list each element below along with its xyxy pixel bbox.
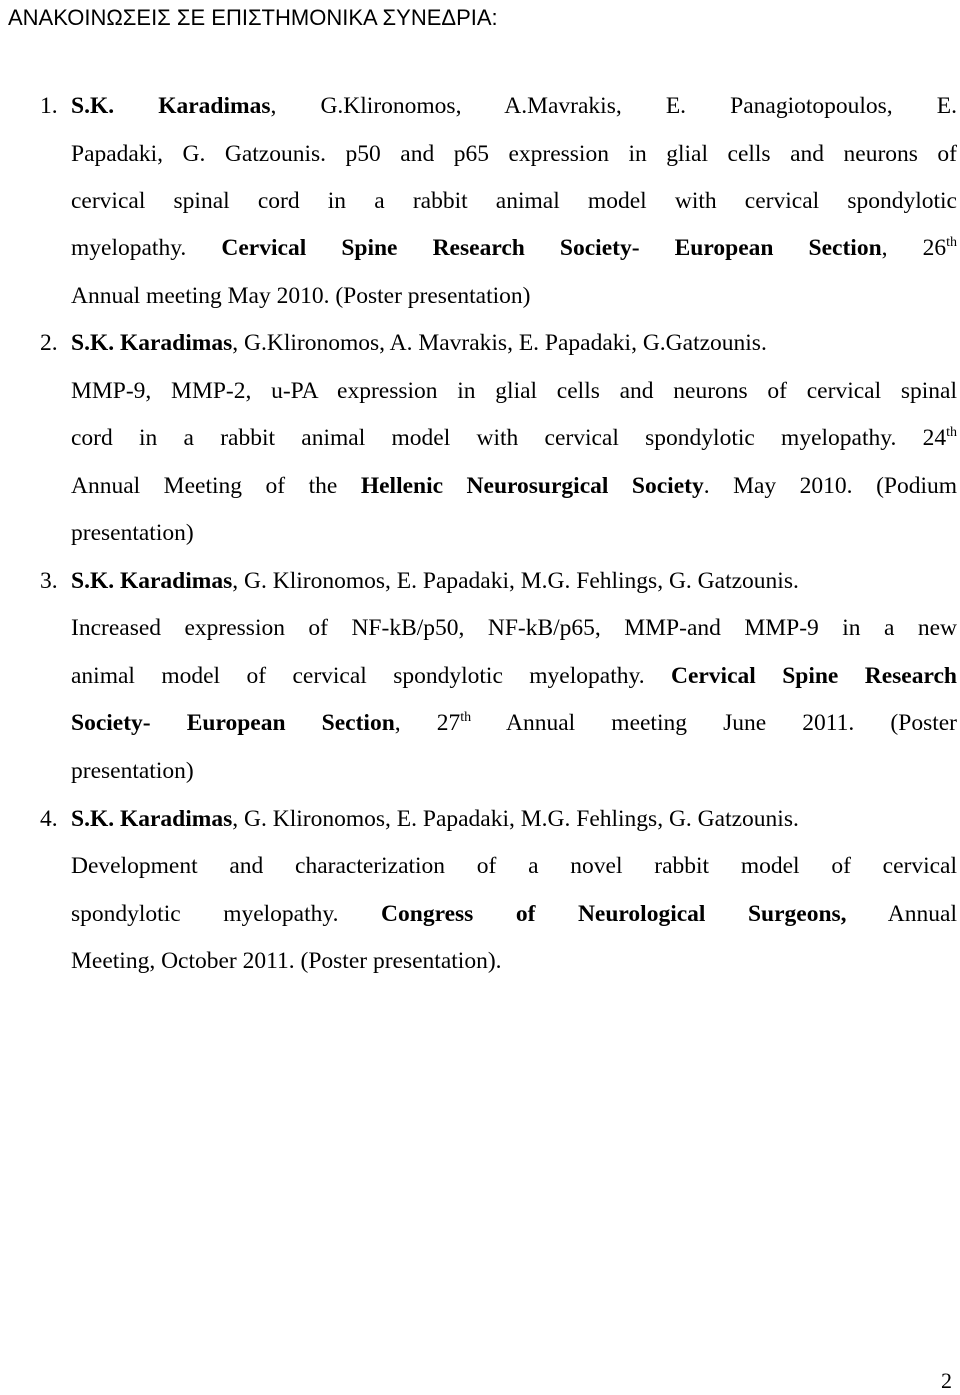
authors: , G. Klironomos, E. Papadaki, M.G. Fehlings, G. Gatzounis.: [232, 806, 799, 832]
page-number: 2: [941, 1368, 952, 1393]
entry-line: presentation): [71, 520, 194, 546]
meeting-bold: Congress of Neurological Surgeons,: [381, 901, 847, 927]
entry-line: presentation): [71, 758, 194, 784]
entry-line: cord in a rabbit animal model with cervical spondylotic myelopathy. 24th: [71, 425, 957, 451]
entry-line: Meeting, October 2011. (Poster presentation).: [71, 948, 502, 974]
entry-line: S.K. Karadimas, G.Klironomos, A.Mavrakis, E. Panagiotopoulos, E.: [71, 93, 957, 119]
entry-line: Increased expression of NF-kB/p50, NF-kB/p65, MMP-and MMP-9 in a new: [71, 615, 957, 641]
entry-line: [71, 558, 799, 605]
entry-number: 2.: [40, 330, 58, 356]
author-bold: S.K. Karadimas: [71, 568, 233, 594]
presentation-type: (Poster presentation): [335, 283, 531, 309]
entry-number: 3.: [40, 568, 58, 594]
entry-line: [71, 320, 767, 367]
entry-number: 1.: [40, 93, 58, 119]
entry-line: Annual Meeting of the Hellenic Neurosurgical Society. May 2010. (Podium: [71, 473, 958, 499]
author-bold: S.K. Karadimas: [71, 806, 233, 832]
entry-line: myelopathy. Cervical Spine Research Society- European Section, 26th: [71, 235, 958, 261]
meeting-pre: Annual Meeting of the: [71, 473, 338, 499]
entry-line: Development and characterization of a novel rabbit model of cervical: [71, 853, 957, 879]
entry-line: cervical spinal cord in a rabbit animal model with cervical spondylotic: [71, 188, 957, 214]
entry-number: 4.: [40, 806, 58, 832]
entry-line: [71, 796, 799, 843]
entry-line: Society- European Section, 27th Annual meeting June 2011. (Poster: [71, 710, 957, 736]
section-heading: ΑΝΑΚΟΙΝΩΣΕΙΣ ΣΕ ΕΠΙΣΤΗΜΟΝΙΚΑ ΣΥΝΕΔΡΙΑ:: [8, 5, 498, 30]
authors: , G.Klironomos, A. Mavrakis, E. Papadaki, G.Gatzounis.: [232, 330, 767, 356]
authors: , G. Klironomos, E. Papadaki, M.G. Fehlings, G. Gatzounis.: [232, 568, 799, 594]
meeting-bold: Cervical Spine Research Society- European Section: [221, 235, 882, 261]
meeting-date: Annual meeting May 2010.: [71, 283, 330, 309]
meeting-bold: Cervical Spine Research: [670, 663, 957, 689]
meeting-bold: Hellenic Neurosurgical Society: [360, 473, 704, 499]
entry-line: MMP-9, MMP-2, u-PA expression in glial cells and neurons of cervical spinal: [71, 378, 957, 404]
entry-line: animal model of cervical spondylotic myelopathy. Cervical Spine Research: [71, 663, 957, 689]
ordinal-suffix: th: [460, 710, 472, 725]
author-bold: S.K. Karadimas: [71, 330, 233, 356]
entry-line: [71, 273, 530, 320]
author-bold: S.K. Karadimas: [71, 93, 271, 119]
entry-line: Papadaki, G. Gatzounis. p50 and p65 expression in glial cells and neurons of: [71, 141, 957, 167]
ordinal-suffix: th: [946, 425, 957, 440]
entry-line: spondylotic myelopathy. Congress of Neurological Surgeons, Annual: [71, 901, 957, 927]
meeting-bold: Society- European Section: [71, 710, 395, 736]
presentation-type: (Poster presentation).: [300, 948, 502, 974]
ordinal-suffix: th: [946, 235, 958, 250]
